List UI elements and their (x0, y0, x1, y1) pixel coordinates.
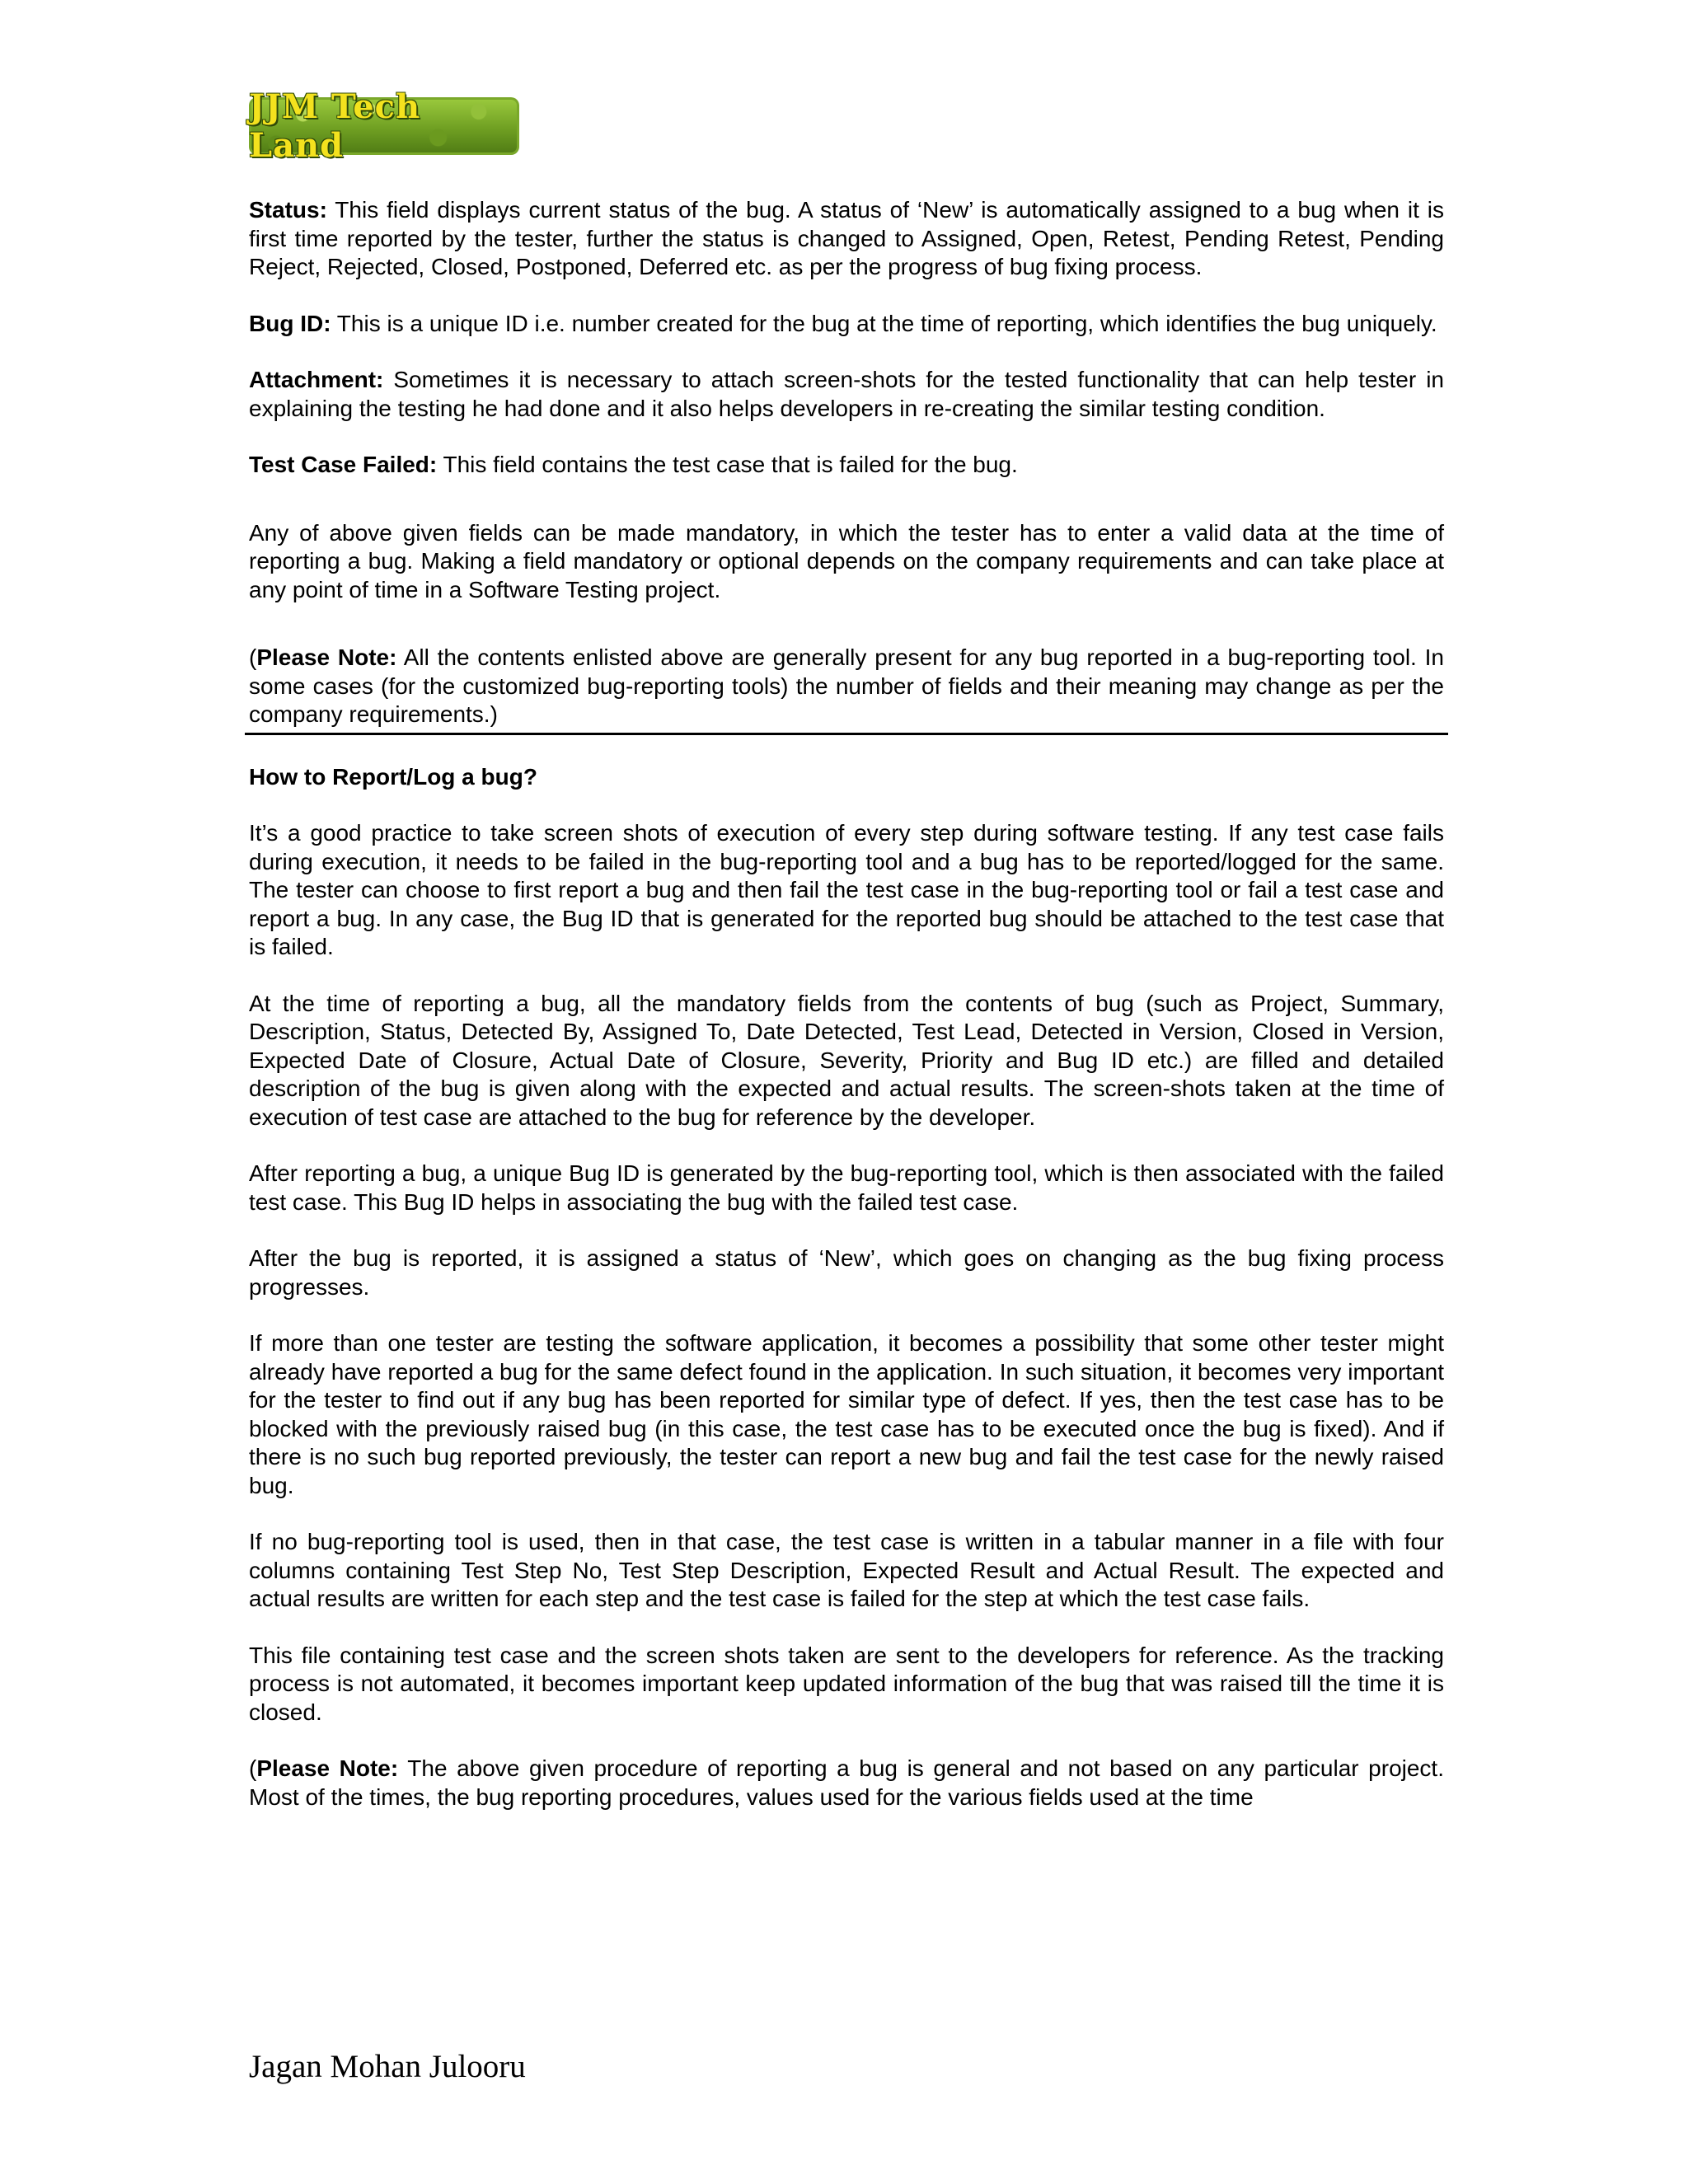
label-note-1: Please Note: (256, 644, 397, 670)
paragraph-bug-id (249, 310, 1444, 339)
text-attachment: Sometimes it is necessary to attach screen-shots for the tested functionality that can help tester in explaining the testing he had done and it also helps developers in re-creating the similar testing condition. (249, 367, 1444, 421)
paragraph-status (249, 196, 1444, 282)
label-attachment: Attachment: (249, 367, 384, 392)
paragraph-test-case-failed (249, 451, 1444, 480)
paragraph-3: After reporting a bug, a unique Bug ID is generated by the bug-reporting tool, which is then associated with the failed test case. This Bug ID helps in associating the bug with the failed test case. (249, 1160, 1444, 1215)
paragraph-4: After the bug is reported, it is assigned a status of ‘New’, which goes on changing as the bug fixing process progresses. (249, 1245, 1444, 1300)
text-bug-id: This is a unique ID i.e. number created for the bug at the time of reporting, which identifies the bug uniquely. (331, 310, 1437, 336)
paragraph-mandatory: Any of above given fields can be made mandatory, in which the tester has to enter a valid data at the time of reporting a bug. Making a field mandatory or optional depends on the company requirements and can take place at any point of time in a Software Testing project. (249, 519, 1444, 602)
document-body (249, 196, 1444, 1840)
text-note-1: All the contents enlisted above are generally present for any bug reported in a bug-reporting tool. In some cases (for the customized bug-reporting tools) the number of fields and their meaning may change as per the company requirements.) (249, 644, 1444, 727)
paragraph-1: It’s a good practice to take screen shots of execution of every step during software testing. If any test case fails during execution, it needs to be failed in the bug-reporting tool and a bug has to be reported/logged for the same. The tester can choose to first report a bug and then fail the test case in the bug-reporting tool or fail a test case and report a bug. In any case, the Bug ID that is generated for the reported bug should be attached to the test case that is failed. (249, 820, 1444, 959)
label-note-2: Please Note: (256, 1755, 399, 1781)
paragraph-2: At the time of reporting a bug, all the mandatory fields from the contents of bug (such as Project, Summary, Description, Status, Detected By, Assigned To, Date Detected, Test Lead, Detected in Version, Closed in Version, Expected Date of Closure, Actual Date of Closure, Severity, Priority and Bug ID etc.) are filled and detailed description of the bug is given along with the expected and actual results. The screen-shots taken at the time of execution of test case are attached to the bug for reference by the developer. (249, 990, 1444, 1130)
text-note-2: The above given procedure of reporting a bug is general and not based on any particular project. Most of the times, the bug reporting procedures, values used for the various fields used at the time (249, 1755, 1444, 1810)
text-status: This field displays current status of the bug. A status of ‘New’ is automatically assigned to a bug when it is first time reported by the tester, further the status is changed to Assigned, Open, Retest, Pending Retest, Pending Reject, Rejected, Closed, Postponed, Deferred etc. as per the progress of bug fixing process. (249, 197, 1444, 279)
paragraph-attachment (249, 366, 1444, 423)
logo-text: JJM Tech Land (249, 87, 421, 165)
label-status: Status: (249, 197, 327, 223)
paragraph-6: If no bug-reporting tool is used, then in that case, the test case is written in a tabular manner in a file with four columns containing Test Step No, Test Step Description, Expected Result and Actual Result. The expected and actual results are written for each step and the test case is failed for the step at which the test case fails. (249, 1529, 1444, 1611)
paragraph-note-1 (249, 644, 1444, 729)
horizontal-divider (245, 733, 1448, 735)
heading-text: How to Report/Log a bug? (249, 763, 537, 790)
text-test-case-failed: This field contains the test case that is failed for the bug. (437, 452, 1018, 477)
footer-author: Jagan Mohan Julooru (249, 2049, 526, 2084)
label-test-case-failed: Test Case Failed: (249, 452, 438, 477)
paragraph-note-2 (249, 1755, 1444, 1811)
section-heading (249, 763, 1444, 792)
note-1-open: ( (249, 644, 257, 670)
logo (249, 87, 519, 165)
label-bug-id: Bug ID: (249, 310, 331, 336)
paragraph-7: This file containing test case and the screen shots taken are sent to the developers for reference. As the tracking process is not automated, it becomes important keep updated information of the bug that was raised till the time it is closed. (249, 1642, 1444, 1725)
paragraph-5: If more than one tester are testing the software application, it becomes a possibility that some other tester might already have reported a bug for the same defect found in the application. In such situation, it becomes very important for the tester to find out if any bug has been reported for similar type of defect. If yes, then the test case has to be blocked with the previously raised bug (in this case, the test case has to be executed once the bug is fixed). And if there is no such bug reported previously, the tester can report a new bug and fail the test case for the newly raised bug. (249, 1330, 1444, 1498)
note-2-open: ( (249, 1755, 257, 1781)
